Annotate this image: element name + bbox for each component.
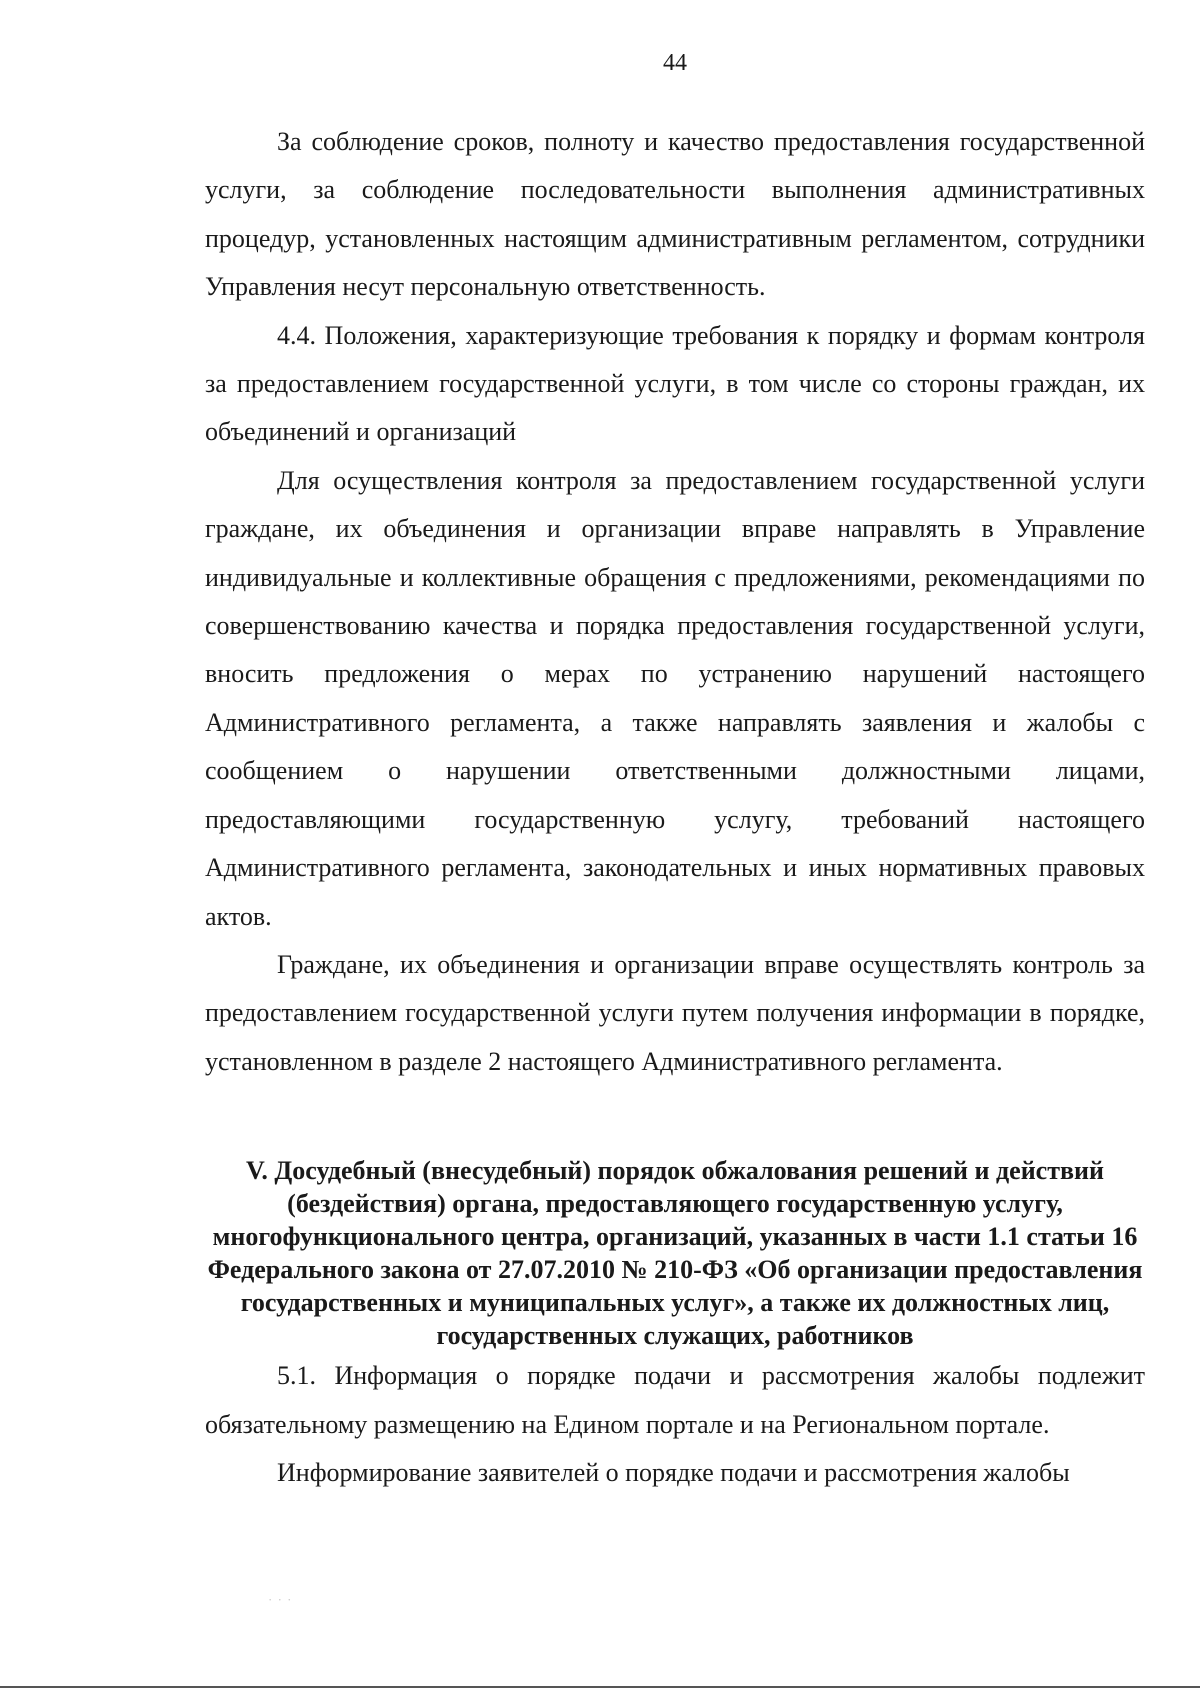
page-number: 44	[663, 50, 687, 76]
scan-artifact: · · ·	[268, 1592, 293, 1607]
paragraph-citizen-control: Граждане, их объединения и организации вправе осуществлять контроль за предоставлением государственной услуги путем получения информации в порядке, установленном в разделе 2 настоящего Административного регламента.	[205, 949, 1145, 1076]
section-v-heading: V. Досудебный (внесудебный) порядок обжалования решений и действий (бездействия) органа, предоставляющего государственную услугу, многофункционального центра, организаций, указанных в части 1.1 статьи 16 Федерального закона от 27.07.2010 № 210-ФЗ «Об организации предоставления государственных и муниципальных услуг», а также их должностных лиц, государственных служащих, работников	[207, 1156, 1143, 1351]
paragraph-citizen-appeals: Для осуществления контроля за предоставлением государственной услуги граждане, их объединения и организации вправе направлять в Управление индивидуальные и коллективные обращения с предложениями, рекомендациями по совершенствованию качества и порядка предоставления государственной услуги, вносить предложения о мерах по устранению нарушений настоящего Административного регламента, а также направлять заявления и жалобы с сообщением о нарушении ответственными должностными лицами, предоставляющими государственную услугу, требований настоящего Административного регламента, законодательных и иных нормативных правовых актов.	[205, 465, 1145, 931]
paragraph-4-4: 4.4. Положения, характеризующие требования к порядку и формам контроля за предоставлением государственной услуги, в том числе со стороны граждан, их объединений и организаций	[205, 320, 1145, 447]
paragraph-responsibility: За соблюдение сроков, полноту и качество предоставления государственной услуги, за соблюдение последовательности выполнения административных процедур, установленных настоящим административным регламентом, сотрудники Управления несут персональную ответственность.	[205, 127, 1145, 302]
paragraph-informing: Информирование заявителей о порядке подачи и рассмотрения жалобы	[277, 1457, 1070, 1487]
paragraph-5-1: 5.1. Информация о порядке подачи и рассмотрения жалобы подлежит обязательному размещению на Едином портале и на Региональном портале.	[205, 1361, 1145, 1439]
document-body	[205, 118, 1145, 1497]
page-bottom-edge	[0, 1686, 1200, 1688]
